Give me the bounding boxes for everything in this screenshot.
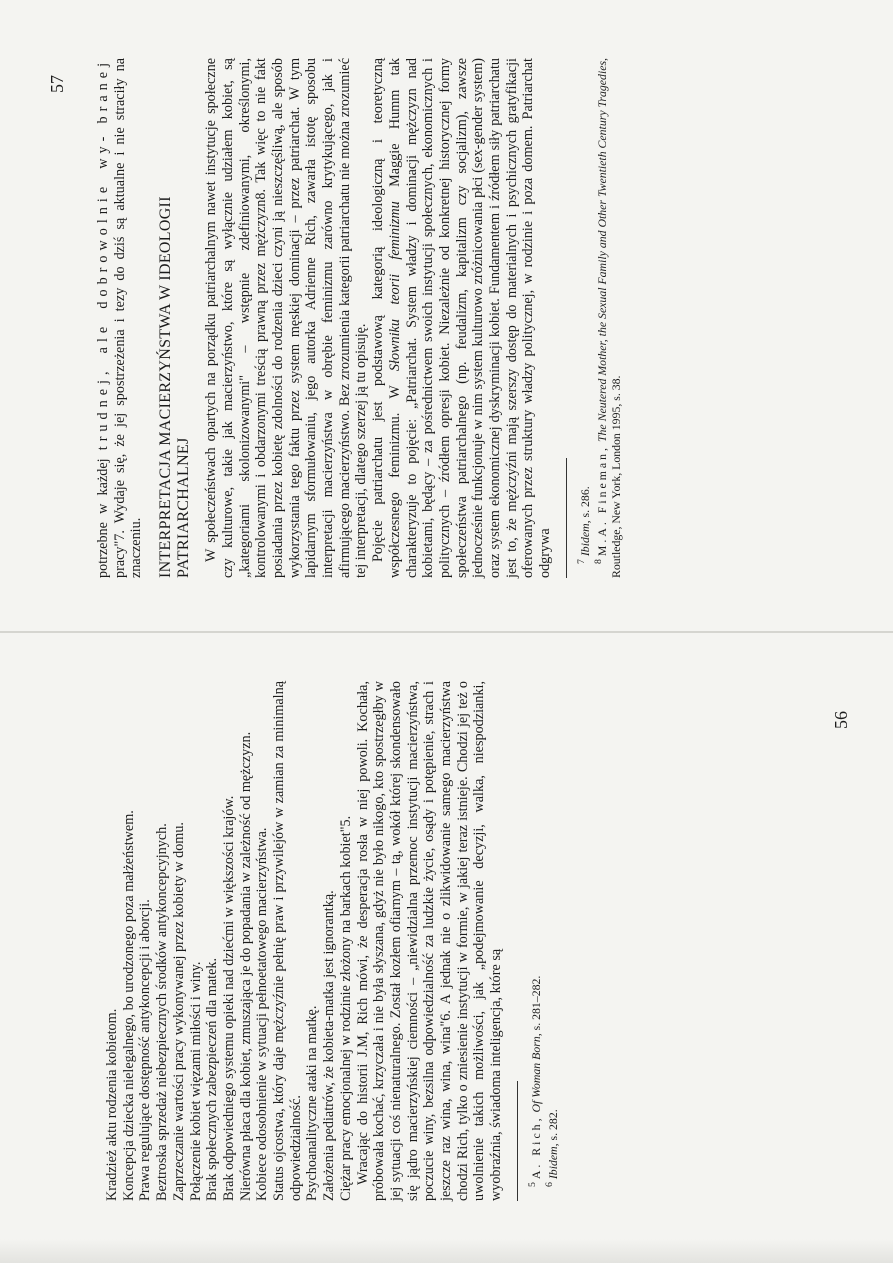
list-item: Nierówna płaca dla kobiet, zmuszająca je do popadania w zależność od mężczyzn.	[237, 731, 254, 1201]
footnote	[592, 58, 623, 578]
list-item: Brak odpowiedniego systemu opieki nad dziećmi w większości krajów.	[220, 795, 237, 1201]
footnote-mark: 5	[526, 1182, 538, 1187]
footnotes-56	[526, 681, 560, 1201]
paragraph-2	[370, 58, 554, 578]
footnote-author: A. Rich,	[528, 1115, 543, 1180]
footnote-title: Ibidem	[577, 523, 592, 557]
list-item: Kobiece odosobnienie w sytuacji pełnoetatowego macierzyństwa.	[254, 827, 271, 1201]
lead-pre: potrzebne w każdej	[95, 458, 111, 578]
footnote-rule	[517, 1081, 518, 1201]
list-item: Psychoanalityczne ataki na matkę.	[304, 1005, 321, 1201]
footnote-mark: 8	[592, 559, 604, 564]
footnote-mark: 6	[543, 1182, 555, 1187]
footnote	[526, 681, 543, 1201]
footnote	[543, 681, 560, 1201]
list-item: Koncepcja dziecka nielegalnego, bo urodzonego poza małżeństwem.	[120, 810, 137, 1201]
page-56	[0, 632, 893, 1263]
para2-pre: Pojęcie patriarchatu jest podstawową kategorią ideologiczną i teoretyczną współczesnego feminizmu. W	[370, 58, 403, 578]
heading-line-1: INTERPRETACJA MACIERZYŃSTWA W IDEOLOGII	[157, 196, 175, 578]
footnote-rest: , Routledge, New York, London 1995, s. 38.	[594, 57, 623, 578]
body-paragraph: Wracając do historii J.M, Rich mówi, że desperacja rosła w niej powoli. Kochała, próbowała kochać, krzyczała i nie była słyszana, gdyż nie było nikogo, kto spostrzegłby w jej sytuacji coś nienaturalnego. Został kozłem ofiarnym – tą, wokół której skondensowało się jądro macierzyńskiej ciemności – „niewidzialna przemoc instytucji macierzyństwa, poczucie winy, bezsilna odpowiedzialność za ludzkie życie, osądy i potępienie, strach i jeszcze raz wina, wina, wina"6. A jednak nie o zlikwidowanie samego macierzyństwa chodzi Rich, tylko o zniesienie instytucji w formie, w jakiej teraz istnieje. Chodzi jej też o uwolnienie takich możliwości, jak „podejmowanie decyzji, walka, niespodzianki, wyobraźnia, świadoma inteligencja, które są	[354, 681, 505, 1201]
footnotes-57	[575, 58, 623, 578]
footnote-rest: , s. 282.	[545, 1109, 560, 1147]
footnote	[575, 58, 592, 578]
para2-title: Słowniku teorii feminizmu	[386, 201, 403, 372]
footnote-rest: , s. 281–282.	[528, 975, 543, 1037]
list-item: Beztroska sprzedaż niebezpiecznych środków antykoncepcyjnych.	[154, 823, 171, 1201]
footnote-title: Ibidem	[545, 1146, 560, 1180]
lead-paragraph	[95, 58, 145, 578]
footnote-title: Of Woman Born	[528, 1036, 543, 1113]
list-item: Połączenie kobiet więzami miłości i winy.	[187, 961, 204, 1201]
footnote-title: The Neutered Mother, the Sexual Family and Other Twentieth Century Tragedies	[594, 60, 609, 443]
book-spine	[0, 631, 893, 633]
list-item: Status ojcostwa, który daje mężczyźnie pełnię praw i przywilejów w zamian za minimalną odpowiedzialność.	[271, 681, 304, 1201]
lead-spaced-2: branej	[95, 57, 111, 124]
footnote-rest: , s. 286.	[577, 486, 592, 524]
page-number-57: 57	[47, 75, 67, 93]
footnote-mark: 7	[575, 559, 587, 564]
paragraph-1: W społeczeństwach opartych na porządku patriarchalnym nawet instytucje społeczne czy kulturowe, takie jak macierzyństwo, które są wyłącznie udziałem kobiet, są „kategoriami skolonizowanymi" – wstępnie zdefiniowanymi, określonymi, kontrolowanymi i obdarzonymi treścią prawną przez mężczyzn8. Tak więc to nie fakt posiadania przez kobietę zdolności do rodzenia dzieci czyni ją nieszczęśliwą, ale sposób wykorzystania tego faktu przez system męskiej dominacji – przez patriarchat. W tym lapidarnym sformułowaniu, jego autorka Adrienne Rich, zawarła istotę sposobu interpretacji macierzyństwa w obrębie feminizmu zarówno krytykującego, jak i afirmującego macierzyństwo. Bez zrozumienia kategorii patriarchatu nie można zrozumieć tej interpretacji, dlatego szerzej ją tu opisuję.	[203, 58, 370, 578]
heading-line-2: PATRIARCHALNEJ	[175, 437, 193, 578]
list-item: Prawa regulujące dostępność antykoncepcji i aborcji.	[137, 899, 154, 1201]
section-heading	[157, 58, 193, 578]
page-57	[0, 0, 893, 631]
list-item: Kradzież aktu rodzenia kobietom.	[104, 1008, 120, 1201]
list-item: Ciężar pracy emocjonalnej w rodzinie złożony na barkach kobiet"5.	[337, 815, 354, 1201]
footnote-rule	[566, 458, 567, 578]
para2-post: Maggie Humm tak charakteryzuje to pojęcie: „Patriarchat. System władzy i dominacji mężczyzn nad kobietami, będący – za pośrednictwem swoich instytucji społecznych, ekonomicznych i politycznych – źródłem opresji kobiet. Niezależnie od konkretnej historycznej formy społeczeństwa patriarchalnego (np. feudalizm, kapitalizm czy socjalizm), zawsze jednocześnie funkcjonuje w nim system kulturowo zróżnicowania płci (sex-gender system) oraz system ekonomicznej dyskryminacji kobiet. Fundamentem i źródłem siły patriarchatu jest to, że mężczyźni mają szerszy dostęp do materialnych i psychicznych gratyfikacji oferowanych przez struktury władzy politycznej, w rodzinie i poza domem. Patriarchat odgrywa	[386, 58, 554, 578]
page-56-body	[104, 681, 560, 1201]
lead-post: pracy"7. Wydaje się, że jej spostrzeżenia i tezy do dziś są aktualne i nie straciły na znaczeniu.	[111, 58, 145, 578]
list-item: Zaprzeczanie wartości pracy wykonywanej przez kobiety w domu.	[170, 822, 187, 1201]
page-number-56: 56	[831, 711, 851, 729]
lead-spaced-1: trudnej, ale dobrowolnie wy-	[95, 131, 111, 451]
page-57-body	[95, 58, 623, 578]
list-item: Brak społecznych zabezpieczeń dla matek.	[204, 957, 221, 1201]
footnote-author: M.A. Fineman,	[594, 445, 609, 557]
list-item: Założenia pediatrów, że kobieta-matka jest ignorantką.	[321, 890, 338, 1201]
